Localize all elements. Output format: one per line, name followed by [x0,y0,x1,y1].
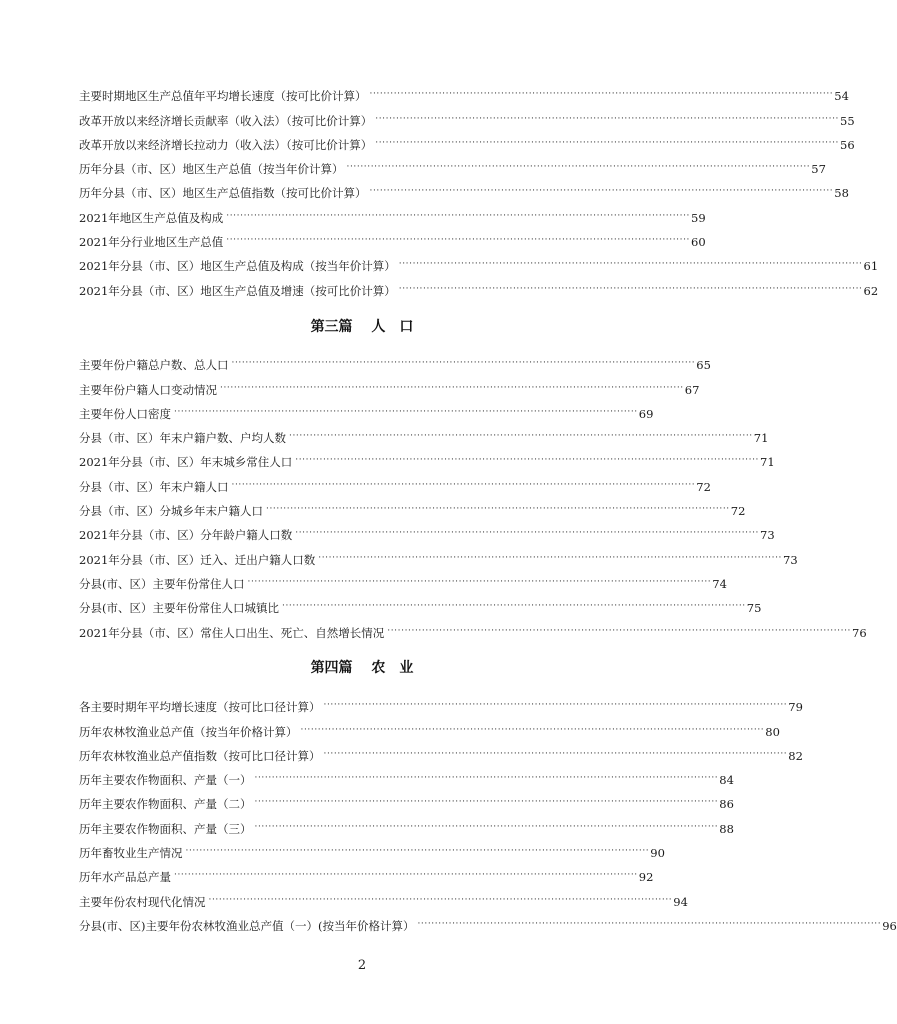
toc-entry-title: 分县(市、区)主要年份农林牧渔业总产值（一）(按当年价格计算） [79,918,415,933]
toc-entry-page: 58 [834,186,849,201]
toc-entry[interactable] [79,200,706,225]
toc-entry-page: 79 [788,700,803,715]
toc-section-gdp [79,79,879,298]
toc-entry[interactable] [79,591,762,616]
dot-leader: ······································································································································ [300,724,765,735]
toc-entry-page: 72 [730,504,746,519]
toc-entry-page: 57 [811,162,826,177]
toc-entry-title: 主要年份户籍总户数、总人口 [79,358,229,373]
dot-leader: ······································································································································ [375,113,840,124]
dot-leader: ······································································································································ [417,918,882,929]
toc-entry-page: 71 [753,431,769,446]
toc-entry-page: 96 [882,918,897,933]
toc-entry-title: 主要年份农村现代化情况 [79,894,206,909]
toc-entry-title: 2021年分县（市、区）迁入、迁出户籍人口数 [79,552,316,567]
dot-leader: ······································································································································ [254,773,719,784]
dot-leader: ······································································································································ [289,431,753,442]
dot-leader: ······································································································································ [254,821,719,832]
toc-entry[interactable] [79,152,826,177]
dot-leader: ······································································································································ [295,528,760,539]
toc-entry-title: 历年农林牧渔业总产值指数（按可比口径计算） [79,748,321,763]
toc-entry-title: 主要年份户籍人口变动情况 [79,382,217,397]
dot-leader: ······································································································································ [387,625,852,636]
dot-leader: ······································································································································ [282,601,746,612]
toc-entry[interactable] [79,542,798,567]
toc-entry[interactable] [79,372,700,397]
toc-entry[interactable] [79,128,855,152]
toc-entry-title: 2021年分县（市、区）分年龄户籍人口数 [79,528,293,543]
toc-entry-title: 改革开放以来经济增长拉动力（收入法）（按可比价计算） [79,137,373,152]
dot-leader: ······································································································································ [398,283,863,294]
toc-entry-page: 75 [746,601,762,616]
toc-entry-title: 历年主要农作物面积、产量（三） [79,821,252,836]
toc-entry-page: 73 [783,552,798,567]
toc-entry-title: 2021年分县（市、区）常住人口出生、死亡、自然增长情况 [79,625,385,640]
toc-entry-title: 历年分县（市、区）地区生产总值（按当年价计算） [79,162,344,177]
toc-entry-title: 主要时期地区生产总值年平均增长速度（按可比价计算） [79,89,367,104]
toc-entry[interactable] [79,494,746,519]
toc-entry-page: 72 [696,479,711,494]
toc-entry-title: 历年畜牧业生产情况 [79,846,183,861]
dot-leader: ······································································································································ [295,455,760,466]
toc-entry[interactable] [79,469,711,494]
dot-leader: ······································································································································ [369,89,834,100]
toc-entry-title: 主要年份人口密度 [79,406,171,421]
toc-entry-page: 62 [863,283,879,298]
toc-entry[interactable] [79,567,727,591]
dot-leader: ······································································································································ [226,235,691,246]
toc-entry-title: 历年主要农作物面积、产量（二） [79,797,252,812]
toc-entry[interactable] [79,249,879,274]
section-heading-agriculture: 第四篇 农 业 [310,660,414,676]
toc-entry-title: 分县（市、区）分城乡年末户籍人口 [79,504,263,519]
dot-leader: ······································································································································ [231,358,696,369]
toc-entry-title: 2021年分县（市、区）年末城乡常住人口 [79,455,293,470]
toc-entry[interactable] [79,273,879,298]
toc-entry-page: 86 [719,797,734,812]
toc-entry-title: 分县（市、区）年末户籍人口 [79,479,229,494]
toc-entry[interactable] [79,79,849,104]
toc-entry[interactable] [79,690,803,715]
toc-entry-page: 82 [788,748,803,763]
toc-entry-page: 88 [719,821,734,836]
toc-entry-page: 55 [840,113,855,128]
dot-leader: ······································································································································ [375,137,840,148]
toc-entry[interactable] [79,421,769,446]
toc-entry[interactable] [79,714,780,739]
toc-entry-page: 80 [765,724,780,739]
dot-leader: ······································································································································ [323,748,788,759]
toc-entry-title: 2021年地区生产总值及构成 [79,210,224,225]
dot-leader: ······································································································································ [226,210,691,221]
toc-entry-page: 54 [834,89,849,104]
toc-entry-page: 60 [691,235,706,250]
dot-leader: ······································································································································ [266,504,730,515]
dot-leader: ······································································································································ [346,162,811,173]
dot-leader: ······································································································································ [185,846,650,857]
toc-entry-title: 2021年分行业地区生产总值 [79,235,224,250]
toc-entry-page: 76 [852,625,867,640]
toc-entry[interactable] [79,811,734,836]
toc-entry-title: 历年分县（市、区）地区生产总值指数（按可比价计算） [79,186,367,201]
toc-entry-title: 分县(市、区）主要年份常住人口城镇比 [79,601,279,616]
toc-entry-page: 65 [696,358,711,373]
toc-entry[interactable] [79,176,849,201]
toc-entry-title: 2021年分县（市、区）地区生产总值及增速（按可比价计算） [79,283,396,298]
toc-entry-page: 92 [638,870,654,885]
dot-leader: ······································································································································ [208,894,673,905]
toc-entry-page: 59 [691,210,706,225]
dot-leader: ······································································································································ [220,382,684,393]
section-heading-population: 第三篇 人 口 [310,319,414,335]
dot-leader: ······································································································································ [247,576,712,587]
toc-entry-title: 历年主要农作物面积、产量（一） [79,773,252,788]
dot-leader: ······································································································································ [318,552,783,563]
toc-entry-page: 69 [638,406,654,421]
toc-entry[interactable] [79,739,803,763]
toc-entry-title: 历年水产品总产量 [79,870,171,885]
toc-entry-page: 73 [760,528,775,543]
toc-entry[interactable] [79,787,734,812]
dot-leader: ······································································································································ [323,700,788,711]
toc-entry[interactable] [79,225,706,250]
toc-entry-title: 历年农林牧渔业总产值（按当年价格计算） [79,724,298,739]
toc-entry-title: 改革开放以来经济增长贡献率（收入法）（按可比价计算） [79,113,373,128]
toc-entry-page: 67 [684,382,700,397]
dot-leader: ······································································································································ [174,870,638,881]
toc-entry-title: 分县（市、区）年末户籍户数、户均人数 [79,431,286,446]
toc-section-population [79,348,867,640]
toc-entry-title: 2021年分县（市、区）地区生产总值及构成（按当年价计算） [79,259,396,274]
dot-leader: ······································································································································ [369,186,834,197]
toc-section-agriculture [79,690,897,933]
toc-entry-page: 90 [650,846,665,861]
toc-entry[interactable] [79,836,665,861]
toc-entry[interactable] [79,763,734,788]
toc-entry[interactable] [79,445,775,470]
toc-entry[interactable] [79,518,775,543]
toc-entry[interactable] [79,615,867,640]
toc-entry[interactable] [79,884,688,909]
toc-entry-page: 61 [863,259,879,274]
toc-entry-page: 74 [712,576,727,591]
dot-leader: ······································································································································ [398,259,863,270]
page-number: 2 [357,958,367,973]
dot-leader: ······································································································································ [231,479,696,490]
toc-entry-page: 56 [840,137,855,152]
toc-entry[interactable] [79,909,897,933]
toc-entry-title: 各主要时期年平均增长速度（按可比口径计算） [79,700,321,715]
dot-leader: ······································································································································ [254,797,719,808]
toc-entry-page: 94 [673,894,688,909]
toc-entry-page: 71 [760,455,775,470]
toc-entry[interactable] [79,348,711,373]
toc-entry-page: 84 [719,773,734,788]
toc-entry[interactable] [79,860,654,885]
toc-entry[interactable] [79,103,855,128]
toc-entry[interactable] [79,397,654,421]
toc-entry-title: 分县(市、区）主要年份常住人口 [79,576,245,591]
dot-leader: ······································································································································ [174,406,638,417]
